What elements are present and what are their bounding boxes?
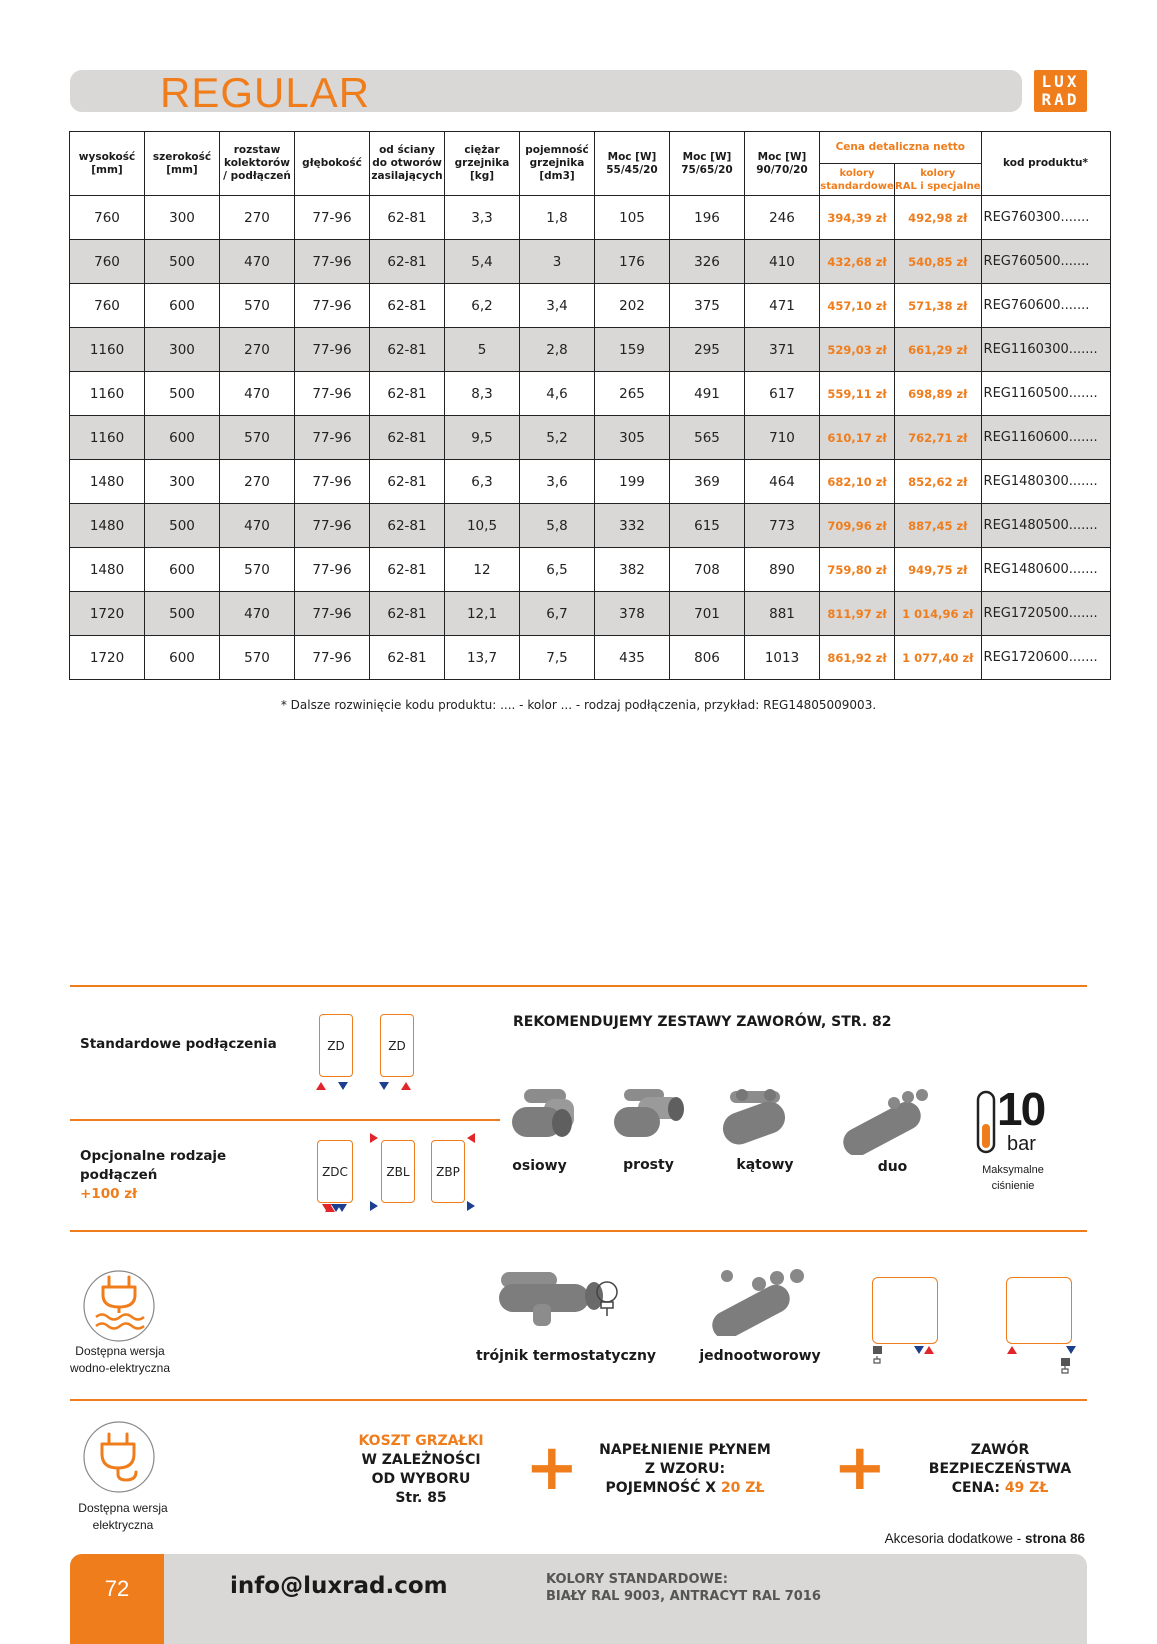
thermostatic-tee-label: trójnik termostatyczny bbox=[475, 1348, 657, 1364]
table-cell: 6,2 bbox=[445, 284, 520, 328]
table-cell: 861,92 zł bbox=[820, 636, 895, 680]
table-cell: 570 bbox=[220, 548, 295, 592]
table-cell: 270 bbox=[220, 196, 295, 240]
table-cell: 410 bbox=[745, 240, 820, 284]
pressure-value: 10 bbox=[997, 1083, 1045, 1135]
table-cell: 5,4 bbox=[445, 240, 520, 284]
thermometer-icon bbox=[976, 1090, 998, 1156]
table-row bbox=[70, 416, 1111, 460]
valve-prosty-icon bbox=[612, 1085, 692, 1145]
page-title: REGULAR bbox=[160, 69, 371, 116]
table-cell: 6,7 bbox=[520, 592, 595, 636]
radiator-electric-2 bbox=[1006, 1277, 1072, 1344]
valve-prosty-label: prosty bbox=[623, 1157, 674, 1173]
standard-colors-note: KOLORY STANDARDOWE: BIAŁY RAL 9003, ANTRACYT RAL 7016 bbox=[546, 1572, 821, 1604]
table-cell: 540,85 zł bbox=[895, 240, 982, 284]
table-cell: 492,98 zł bbox=[895, 196, 982, 240]
table-cell: 708 bbox=[670, 548, 745, 592]
valves-title: REKOMENDUJEMY ZESTAWY ZAWORÓW, STR. 82 bbox=[513, 1014, 892, 1030]
table-cell: 62-81 bbox=[370, 548, 445, 592]
table-cell: 709,96 zł bbox=[820, 504, 895, 548]
table-cell: 5,8 bbox=[520, 504, 595, 548]
fill-cost-text: NAPEŁNIENIE PŁYNEM Z WZORU: POJEMNOŚĆ X 20 ZŁ bbox=[599, 1442, 771, 1496]
table-cell: 270 bbox=[220, 328, 295, 372]
radiator-zbl: ZBL bbox=[381, 1140, 415, 1203]
th-code: kod produktu* bbox=[981, 132, 1110, 196]
accessories-link[interactable]: strona 86 bbox=[1024, 1531, 1085, 1546]
table-cell: 300 bbox=[145, 460, 220, 504]
table-cell: 600 bbox=[145, 548, 220, 592]
table-cell: 435 bbox=[595, 636, 670, 680]
table-cell: 1160 bbox=[70, 416, 145, 460]
valve-duo-icon bbox=[836, 1085, 936, 1155]
table-cell: 62-81 bbox=[370, 284, 445, 328]
table-cell: 77-96 bbox=[295, 372, 370, 416]
pressure-label: Maksymalne ciśnienie bbox=[982, 1164, 1044, 1192]
table-cell: 62-81 bbox=[370, 460, 445, 504]
standard-arrows-icon bbox=[315, 1080, 415, 1092]
standard-connections-label: Standardowe podłączenia bbox=[80, 1036, 277, 1052]
table-cell: 570 bbox=[220, 416, 295, 460]
table-cell: 1480 bbox=[70, 504, 145, 548]
radiator-zd-1: ZD bbox=[319, 1014, 353, 1077]
table-cell: 77-96 bbox=[295, 592, 370, 636]
table-cell: 500 bbox=[145, 240, 220, 284]
table-cell: REG1720600....... bbox=[981, 636, 1110, 680]
table-row bbox=[70, 460, 1111, 504]
table-cell: 77-96 bbox=[295, 548, 370, 592]
table-cell: 432,68 zł bbox=[820, 240, 895, 284]
optional-price: +100 zł bbox=[80, 1186, 138, 1202]
th-power-1: Moc [W] 55/45/20 bbox=[595, 132, 670, 196]
table-cell: 295 bbox=[670, 328, 745, 372]
plus-icon-2: + bbox=[833, 1431, 887, 1505]
table-footnote: * Dalsze rozwinięcie kodu produktu: .... - kolor ... - rodzaj podłączenia, przykład: REG14805009003. bbox=[280, 698, 877, 712]
table-cell: 9,5 bbox=[445, 416, 520, 460]
table-cell: 77-96 bbox=[295, 284, 370, 328]
th-capacity: pojemność grzejnika [dm3] bbox=[520, 132, 595, 196]
table-row bbox=[70, 196, 1111, 240]
table-cell: 1720 bbox=[70, 636, 145, 680]
table-cell: REG1160600....... bbox=[981, 416, 1110, 460]
th-price-group: Cena detaliczna netto bbox=[820, 132, 982, 164]
table-cell: 571,38 zł bbox=[895, 284, 982, 328]
table-cell: 570 bbox=[220, 636, 295, 680]
table-cell: 570 bbox=[220, 284, 295, 328]
table-cell: REG1480600....... bbox=[981, 548, 1110, 592]
table-cell: REG1480300....... bbox=[981, 460, 1110, 504]
table-cell: 1160 bbox=[70, 328, 145, 372]
footer-email[interactable]: info@luxrad.com bbox=[230, 1573, 448, 1599]
heater-cost-text: KOSZT GRZAŁKI W ZALEŻNOŚCI OD WYBORU Str. 85 bbox=[358, 1433, 484, 1506]
electric-label: Dostępna wersja elektryczna bbox=[78, 1501, 168, 1532]
table-cell: 326 bbox=[670, 240, 745, 284]
table-cell: 811,97 zł bbox=[820, 592, 895, 636]
th-wall: od ściany do otworów zasilających bbox=[370, 132, 445, 196]
table-cell: 1 077,40 zł bbox=[895, 636, 982, 680]
table-row bbox=[70, 636, 1111, 680]
table-cell: 1480 bbox=[70, 548, 145, 592]
divider-bottom bbox=[70, 1399, 1087, 1401]
table-row bbox=[70, 548, 1111, 592]
table-row bbox=[70, 592, 1111, 636]
valve-katowy-icon bbox=[720, 1085, 800, 1147]
table-cell: 5,2 bbox=[520, 416, 595, 460]
single-hole-valve-icon bbox=[705, 1266, 815, 1336]
logo-line-1: LUX bbox=[1041, 72, 1080, 91]
th-width: szerokość [mm] bbox=[145, 132, 220, 196]
table-cell: 760 bbox=[70, 240, 145, 284]
table-cell: REG760500....... bbox=[981, 240, 1110, 284]
table-cell: 62-81 bbox=[370, 416, 445, 460]
table-cell: 1013 bbox=[745, 636, 820, 680]
table-cell: 500 bbox=[145, 372, 220, 416]
table-cell: 1480 bbox=[70, 460, 145, 504]
valve-duo-label: duo bbox=[877, 1159, 908, 1175]
table-cell: REG1480500....... bbox=[981, 504, 1110, 548]
table-cell: 470 bbox=[220, 504, 295, 548]
table-row bbox=[70, 504, 1111, 548]
radiator-electric-2-connections-icon bbox=[1004, 1344, 1084, 1376]
electric-plug-icon bbox=[82, 1420, 156, 1494]
table-cell: REG760300....... bbox=[981, 196, 1110, 240]
table-cell: 77-96 bbox=[295, 196, 370, 240]
radiator-zd-2: ZD bbox=[380, 1014, 414, 1077]
table-cell: 13,7 bbox=[445, 636, 520, 680]
valve-osiowy-icon bbox=[510, 1085, 590, 1145]
table-cell: 682,10 zł bbox=[820, 460, 895, 504]
table-row bbox=[70, 284, 1111, 328]
table-cell: 7,5 bbox=[520, 636, 595, 680]
divider-left-mid bbox=[70, 1119, 500, 1121]
table-cell: 600 bbox=[145, 416, 220, 460]
table-cell: 773 bbox=[745, 504, 820, 548]
thermostatic-tee-icon bbox=[497, 1266, 637, 1331]
table-cell: REG1720500....... bbox=[981, 592, 1110, 636]
table-cell: 159 bbox=[595, 328, 670, 372]
table-cell: 77-96 bbox=[295, 328, 370, 372]
table-cell: 565 bbox=[670, 416, 745, 460]
table-body bbox=[70, 196, 1111, 680]
table-cell: 701 bbox=[670, 592, 745, 636]
table-cell: 176 bbox=[595, 240, 670, 284]
table-cell: 615 bbox=[670, 504, 745, 548]
table-cell: 600 bbox=[145, 636, 220, 680]
table-row bbox=[70, 328, 1111, 372]
th-power-3: Moc [W] 90/70/20 bbox=[745, 132, 820, 196]
table-cell: 369 bbox=[670, 460, 745, 504]
table-cell: 457,10 zł bbox=[820, 284, 895, 328]
table-cell: 62-81 bbox=[370, 196, 445, 240]
table-cell: 77-96 bbox=[295, 240, 370, 284]
table-cell: 710 bbox=[745, 416, 820, 460]
table-cell: 471 bbox=[745, 284, 820, 328]
th-depth: głębokość bbox=[295, 132, 370, 196]
table-cell: 1 014,96 zł bbox=[895, 592, 982, 636]
table-cell: REG1160500....... bbox=[981, 372, 1110, 416]
table-cell: 1,8 bbox=[520, 196, 595, 240]
table-cell: 62-81 bbox=[370, 636, 445, 680]
table-cell: 378 bbox=[595, 592, 670, 636]
table-cell: 887,45 zł bbox=[895, 504, 982, 548]
radiator-electric-1 bbox=[872, 1277, 938, 1344]
table-cell: 371 bbox=[745, 328, 820, 372]
table-cell: 10,5 bbox=[445, 504, 520, 548]
table-cell: 4,6 bbox=[520, 372, 595, 416]
valve-osiowy-label: osiowy bbox=[512, 1158, 567, 1174]
accessories-note: Akcesoria dodatkowe - strona 86 bbox=[884, 1531, 1085, 1546]
table-cell: 2,8 bbox=[520, 328, 595, 372]
plus-icon-1: + bbox=[525, 1431, 579, 1505]
table-cell: 3,6 bbox=[520, 460, 595, 504]
table-cell: 881 bbox=[745, 592, 820, 636]
table-cell: 77-96 bbox=[295, 636, 370, 680]
table-cell: 270 bbox=[220, 460, 295, 504]
table-cell: 305 bbox=[595, 416, 670, 460]
table-row bbox=[70, 240, 1111, 284]
logo-line-2: RAD bbox=[1041, 90, 1080, 109]
table-cell: 610,17 zł bbox=[820, 416, 895, 460]
table-cell: 12 bbox=[445, 548, 520, 592]
table-cell: 202 bbox=[595, 284, 670, 328]
table-cell: 470 bbox=[220, 372, 295, 416]
single-hole-label: jednootworowy bbox=[699, 1348, 821, 1364]
table-cell: 6,5 bbox=[520, 548, 595, 592]
table-cell: 760 bbox=[70, 196, 145, 240]
table-cell: 300 bbox=[145, 328, 220, 372]
table-cell: 470 bbox=[220, 592, 295, 636]
table-cell: 529,03 zł bbox=[820, 328, 895, 372]
table-cell: 617 bbox=[745, 372, 820, 416]
table-cell: 1160 bbox=[70, 372, 145, 416]
table-cell: 491 bbox=[670, 372, 745, 416]
divider-mid bbox=[70, 1230, 1087, 1232]
th-weight: ciężar grzejnika [kg] bbox=[445, 132, 520, 196]
optional-connections-label: Opcjonalne rodzaje podłączeń +100 zł bbox=[80, 1148, 227, 1202]
table-cell: 62-81 bbox=[370, 504, 445, 548]
table-cell: 500 bbox=[145, 504, 220, 548]
th-power-2: Moc [W] 75/65/20 bbox=[670, 132, 745, 196]
table-cell: 62-81 bbox=[370, 328, 445, 372]
table-cell: REG1160300....... bbox=[981, 328, 1110, 372]
header-bar bbox=[70, 69, 1022, 116]
table-cell: 600 bbox=[145, 284, 220, 328]
water-electric-plug-icon bbox=[82, 1269, 156, 1343]
table-cell: 105 bbox=[595, 196, 670, 240]
table-cell: 77-96 bbox=[295, 416, 370, 460]
table-cell: 890 bbox=[745, 548, 820, 592]
table-cell: 759,80 zł bbox=[820, 548, 895, 592]
table-cell: 661,29 zł bbox=[895, 328, 982, 372]
table-cell: 62-81 bbox=[370, 240, 445, 284]
radiator-electric-1-connections-icon bbox=[870, 1344, 940, 1370]
table-cell: 464 bbox=[745, 460, 820, 504]
table-cell: 265 bbox=[595, 372, 670, 416]
table-cell: 760 bbox=[70, 284, 145, 328]
table-cell: 77-96 bbox=[295, 460, 370, 504]
table-cell: 762,71 zł bbox=[895, 416, 982, 460]
table-cell: 332 bbox=[595, 504, 670, 548]
table-cell: 698,89 zł bbox=[895, 372, 982, 416]
table-cell: 8,3 bbox=[445, 372, 520, 416]
table-cell: 500 bbox=[145, 592, 220, 636]
table-cell: 6,3 bbox=[445, 460, 520, 504]
table-cell: 3,3 bbox=[445, 196, 520, 240]
table-cell: 470 bbox=[220, 240, 295, 284]
table-cell: 300 bbox=[145, 196, 220, 240]
radiator-zbp: ZBP bbox=[431, 1140, 465, 1203]
page-number: 72 bbox=[70, 1554, 164, 1644]
radiator-zdc: ZDC bbox=[317, 1140, 353, 1203]
pressure-unit: bar bbox=[1007, 1133, 1036, 1155]
table-cell: 12,1 bbox=[445, 592, 520, 636]
th-spacing: rozstaw kolektorów / podłączeń bbox=[220, 132, 295, 196]
optional-arrows-icon bbox=[315, 1132, 480, 1214]
table-cell: 382 bbox=[595, 548, 670, 592]
table-cell: 852,62 zł bbox=[895, 460, 982, 504]
table-cell: 559,11 zł bbox=[820, 372, 895, 416]
table-cell: 375 bbox=[670, 284, 745, 328]
water-electric-label: Dostępna wersja wodno-elektryczna bbox=[69, 1344, 171, 1375]
table-cell: REG760600....... bbox=[981, 284, 1110, 328]
luxrad-logo bbox=[1034, 70, 1087, 112]
table-cell: 199 bbox=[595, 460, 670, 504]
table-cell: 806 bbox=[670, 636, 745, 680]
divider-top bbox=[70, 985, 1087, 987]
table-cell: 246 bbox=[745, 196, 820, 240]
table-cell: 3 bbox=[520, 240, 595, 284]
th-height: wysokość [mm] bbox=[70, 132, 145, 196]
table-cell: 3,4 bbox=[520, 284, 595, 328]
th-price-ral: kolory RAL i specjalne bbox=[895, 164, 982, 196]
valve-katowy-label: kątowy bbox=[736, 1157, 794, 1173]
th-price-std: kolory standardowe bbox=[820, 164, 895, 196]
table-cell: 394,39 zł bbox=[820, 196, 895, 240]
table-cell: 77-96 bbox=[295, 504, 370, 548]
table-cell: 1720 bbox=[70, 592, 145, 636]
table-cell: 62-81 bbox=[370, 592, 445, 636]
table-row bbox=[70, 372, 1111, 416]
table-cell: 949,75 zł bbox=[895, 548, 982, 592]
safety-valve-text: ZAWÓR BEZPIECZEŃSTWA CENA: 49 ZŁ bbox=[928, 1442, 1072, 1496]
table-cell: 196 bbox=[670, 196, 745, 240]
table-cell: 62-81 bbox=[370, 372, 445, 416]
table-cell: 5 bbox=[445, 328, 520, 372]
product-table bbox=[69, 131, 1111, 680]
